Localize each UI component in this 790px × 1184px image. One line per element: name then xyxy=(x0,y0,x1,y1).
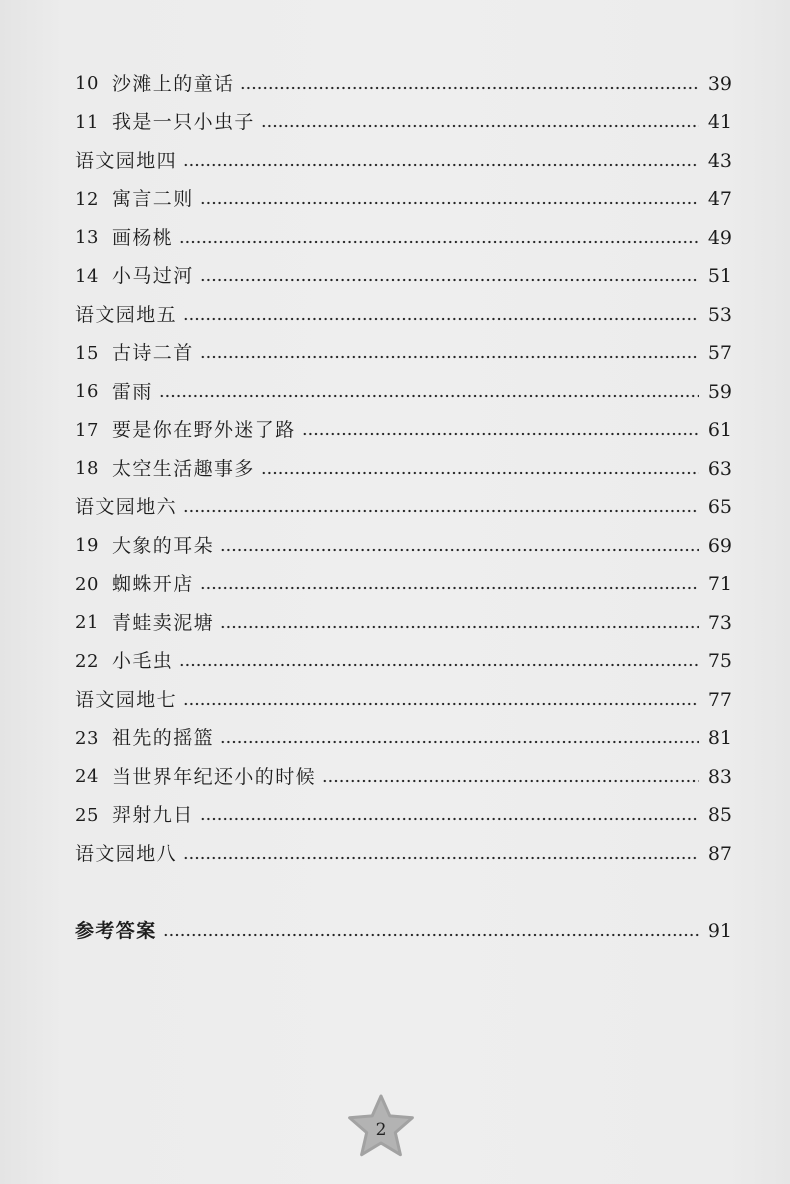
lesson-number: 15 xyxy=(75,342,99,364)
entry-page-number: 83 xyxy=(707,765,732,788)
lesson-number: 19 xyxy=(75,535,99,557)
lesson-number: 16 xyxy=(75,381,99,403)
dot-leader xyxy=(159,394,699,398)
entry-page-number: 47 xyxy=(707,188,732,211)
entry-title: 祖先的摇篮 xyxy=(112,727,215,750)
toc-entry xyxy=(75,412,732,451)
dot-leader xyxy=(200,201,699,205)
entry-page-number: 57 xyxy=(707,342,732,365)
toc-section xyxy=(75,835,732,874)
entry-page-number: 73 xyxy=(707,611,732,634)
toc-entry xyxy=(75,65,732,104)
entry-page-number: 53 xyxy=(707,303,732,326)
entry-page-number: 87 xyxy=(707,842,732,865)
entry-title: 小马过河 xyxy=(112,265,194,288)
dot-leader xyxy=(163,933,699,937)
dot-leader xyxy=(220,740,699,744)
toc-section xyxy=(75,489,732,528)
entry-page-number: 85 xyxy=(707,804,732,827)
lesson-number: 22 xyxy=(75,650,99,672)
entry-page-number: 69 xyxy=(707,534,732,557)
section-title: 语文园地四 xyxy=(75,149,178,172)
lesson-number: 11 xyxy=(75,111,99,133)
toc-entry xyxy=(75,643,732,682)
entry-title: 我是一只小虫子 xyxy=(112,111,255,134)
toc-section xyxy=(75,142,732,181)
entry-title: 蜘蛛开店 xyxy=(112,573,194,596)
toc-entry xyxy=(75,373,732,412)
dot-leader xyxy=(200,355,699,359)
toc-entry xyxy=(75,527,732,566)
entry-title: 古诗二首 xyxy=(112,342,194,365)
entry-title: 画杨桃 xyxy=(112,226,174,249)
entry-page-number: 77 xyxy=(707,688,732,711)
dot-leader xyxy=(220,625,699,629)
lesson-number: 23 xyxy=(75,727,99,749)
entry-page-number: 63 xyxy=(707,457,732,480)
toc-entry xyxy=(75,758,732,797)
dot-leader xyxy=(183,509,699,513)
entry-title: 羿射九日 xyxy=(112,804,194,827)
dot-leader xyxy=(183,163,699,167)
entry-page-number: 39 xyxy=(707,72,732,95)
dot-leader xyxy=(183,856,699,860)
toc-section xyxy=(75,681,732,720)
entry-page-number: 43 xyxy=(707,149,732,172)
entry-page-number: 49 xyxy=(707,226,732,249)
dot-leader xyxy=(183,317,699,321)
toc-section xyxy=(75,296,732,335)
answers-title: 参考答案 xyxy=(75,919,157,942)
section-title: 语文园地八 xyxy=(75,842,178,865)
dot-leader xyxy=(179,663,699,667)
page-number: 2 xyxy=(375,1120,387,1140)
dot-leader xyxy=(261,124,699,128)
entry-page-number: 71 xyxy=(707,573,732,596)
section-title: 语文园地六 xyxy=(75,496,178,519)
toc-entry xyxy=(75,450,732,489)
dot-leader xyxy=(220,548,699,552)
lesson-number: 18 xyxy=(75,458,99,480)
lesson-number: 12 xyxy=(75,188,99,210)
entry-page-number: 91 xyxy=(707,919,732,942)
entry-title: 小毛虫 xyxy=(112,650,174,673)
entry-title: 寓言二则 xyxy=(112,188,194,211)
lesson-number: 13 xyxy=(75,227,99,249)
dot-leader xyxy=(183,702,699,706)
entry-title: 沙滩上的童话 xyxy=(112,72,235,95)
lesson-number: 21 xyxy=(75,612,99,634)
toc-entry xyxy=(75,219,732,258)
section-title: 语文园地七 xyxy=(75,688,178,711)
entry-page-number: 65 xyxy=(707,496,732,519)
dot-leader xyxy=(261,471,699,475)
dot-leader xyxy=(240,86,699,90)
toc-answers xyxy=(75,912,732,951)
dot-leader xyxy=(179,240,699,244)
entry-page-number: 51 xyxy=(707,265,732,288)
toc-entry xyxy=(75,181,732,220)
entry-title: 太空生活趣事多 xyxy=(112,457,255,480)
lesson-number: 17 xyxy=(75,419,99,441)
toc-entry xyxy=(75,566,732,605)
lesson-number: 20 xyxy=(75,573,99,595)
entry-page-number: 61 xyxy=(707,419,732,442)
toc-entry xyxy=(75,720,732,759)
entry-title: 当世界年纪还小的时候 xyxy=(112,765,317,788)
toc-entry xyxy=(75,335,732,374)
lesson-number: 10 xyxy=(75,73,99,95)
entry-page-number: 59 xyxy=(707,380,732,403)
toc-entry xyxy=(75,104,732,143)
page-number-badge xyxy=(346,1093,416,1163)
section-title: 语文园地五 xyxy=(75,303,178,326)
entry-title: 大象的耳朵 xyxy=(112,534,215,557)
dot-leader xyxy=(200,278,699,282)
lesson-number: 25 xyxy=(75,804,99,826)
lesson-number: 24 xyxy=(75,766,99,788)
entry-page-number: 75 xyxy=(707,650,732,673)
entry-title: 要是你在野外迷了路 xyxy=(112,419,296,442)
entry-page-number: 41 xyxy=(707,111,732,134)
entry-page-number: 81 xyxy=(707,727,732,750)
toc-entry xyxy=(75,258,732,297)
table-of-contents xyxy=(75,65,732,951)
dot-leader xyxy=(200,817,699,821)
entry-title: 雷雨 xyxy=(112,380,153,403)
entry-title: 青蛙卖泥塘 xyxy=(112,611,215,634)
dot-leader xyxy=(322,779,699,783)
toc-entry xyxy=(75,797,732,836)
dot-leader xyxy=(302,432,699,436)
lesson-number: 14 xyxy=(75,265,99,287)
toc-entry xyxy=(75,604,732,643)
dot-leader xyxy=(200,586,699,590)
spacer xyxy=(75,874,732,913)
